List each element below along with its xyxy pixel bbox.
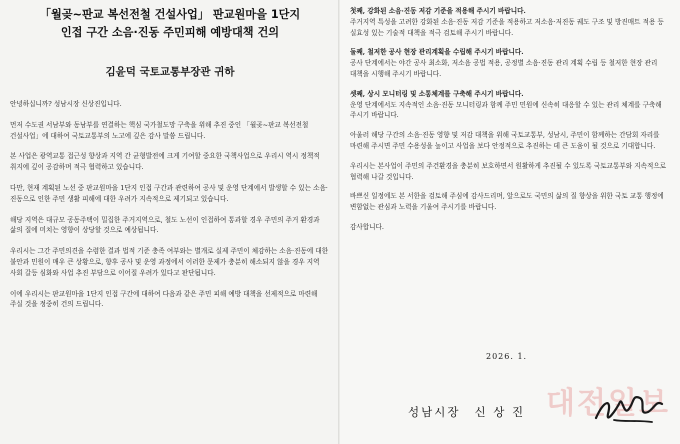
letter-body-left	[0, 99, 340, 310]
closing-line: 감사합니다.	[350, 222, 384, 231]
watermark-logo: 대전일보	[546, 386, 670, 421]
recipient-line: 김윤덕 국토교통부장관 귀하	[105, 66, 235, 78]
proposal-3	[350, 89, 672, 121]
paragraph: 아울러 해당 구간의 소음·진동 영향 및 저감 대책을 위해 국토교통부, 성남시, 주민이 함께하는 간담회 자리를 마련해 주시면 주민 수용성을 높이고 사업을 보다 안정적으로 추진하는 데 큰 도움이 될 것으로 기대합니다.	[350, 131, 660, 150]
paragraph: 다만, 현재 계획된 노선 중 판교원마을 1단지 인접 구간과 관련하여 공사 및 운영 단계에서 발생할 수 있는 소음·진동으로 인한 주민 생활 피해에 대한 우려가 지속적으로 제기되고 있습니다.	[10, 183, 328, 203]
paragraph: 먼저 수도권 서남부와 동남부를 연결하는 핵심 국가철도망 구축을 위해 추진 중인 「월곶~판교 복선전철 건설사업」에 대하여 국토교통부의 노고에 깊은 감사 말씀 드립니다.	[10, 120, 309, 140]
proposal-2	[350, 47, 672, 79]
letter-title	[6, 6, 334, 42]
signatory-name: 신 상 진	[474, 405, 526, 419]
signatory-title: 성남시장	[408, 405, 461, 419]
proposal-1-heading: 첫째, 강화된 소음·진동 저감 기준을 적용해 주시기 바랍니다.	[350, 7, 526, 15]
proposal-1-text: 주거지역 특성을 고려한 강화된 소음·진동 저감 기준을 적용하고 저소음·저진동 궤도 구조 및 방진매트 적용 등 실효성 있는 기술적 대책을 적극 검토해 주시기 바랍니다.	[350, 17, 664, 37]
letter-page-right	[340, 0, 680, 444]
proposal-1	[350, 6, 672, 38]
title-line-1: 「월곶~판교 복선전철 건설사업」 판교원마을 1단지	[39, 8, 301, 21]
paragraph: 해당 지역은 대규모 공동주택이 밀집한 주거지역으로, 철도 노선이 인접하여 통과할 경우 주민의 주거 환경과 삶의 질에 미치는 영향이 상당할 것으로 예상됩니다.	[10, 215, 320, 235]
paragraph: 우리시는 그간 주민의견을 수렴한 결과 법적 기준 충족 여부와는 별개로 실제 주민이 체감하는 소음·진동에 대한 불안과 민원이 매우 큰 상황으로, 향후 공사 및 운영 과정에서 이러한 문제가 충분히 해소되지 않을 경우 지역 사회 갈등 심화와 사업 추진 부담으로 이어질 우려가 있다고 판단됩니다.	[10, 247, 329, 277]
proposal-3-heading: 셋째, 상시 모니터링 및 소통체계를 구축해 주시기 바랍니다.	[350, 89, 524, 98]
proposal-2-heading: 둘째, 철저한 공사 현장 관리계획을 수립해 주시기 바랍니다.	[350, 48, 524, 57]
signature-handwriting	[590, 380, 670, 436]
letter-body-right	[340, 0, 680, 233]
paragraph: 본 사업은 광역교통 접근성 향상과 지역 간 균형발전에 크게 기여할 중요한 국책사업으로 우리시 역시 정책적 취지에 깊이 공감하며 적극 협력하고 있습니다.	[10, 152, 320, 172]
signature-line	[408, 404, 525, 420]
letter-date: 2026. 1.	[486, 352, 528, 361]
proposal-3-text: 운영 단계에서도 지속적인 소음·진동 모니터링과 함께 주민 민원에 신속히 대응할 수 있는 관리 체계를 구축해 주시기 바랍니다.	[350, 100, 662, 120]
title-line-2: 인접 구간 소음·진동 주민피해 예방대책 건의	[60, 26, 280, 39]
paragraph: 바쁘신 일정에도 본 서한을 검토해 주심에 감사드리며, 앞으로도 국민의 삶의 질 향상을 위한 국토 교통 행정에 변함없는 관심과 노력을 기울여 주시기를 바랍니다.	[350, 192, 664, 212]
paragraph: 이에 우리시는 판교원마을 1단지 인접 구간에 대하여 다음과 같은 주민 피해 예방 대책을 선제적으로 마련해 주실 것을 정중히 건의 드립니다.	[10, 289, 318, 309]
paragraph: 우리시는 본사업이 주민의 주건환경을 충분히 보호하면서 원활하게 추진될 수 있도록 국토교통부와 지속적으로 협력해 나갈 것입니다.	[350, 161, 667, 181]
proposal-2-text: 공사 단계에서는 야간 공사 최소화, 저소음 공법 적용, 공정별 소음·진동 관리 계획 수립 등 철저한 현장 관리 대책을 시행해 주시기 바랍니다.	[350, 59, 658, 78]
paragraph: 안녕하십니까? 성남시장 신상진입니다.	[10, 100, 122, 108]
